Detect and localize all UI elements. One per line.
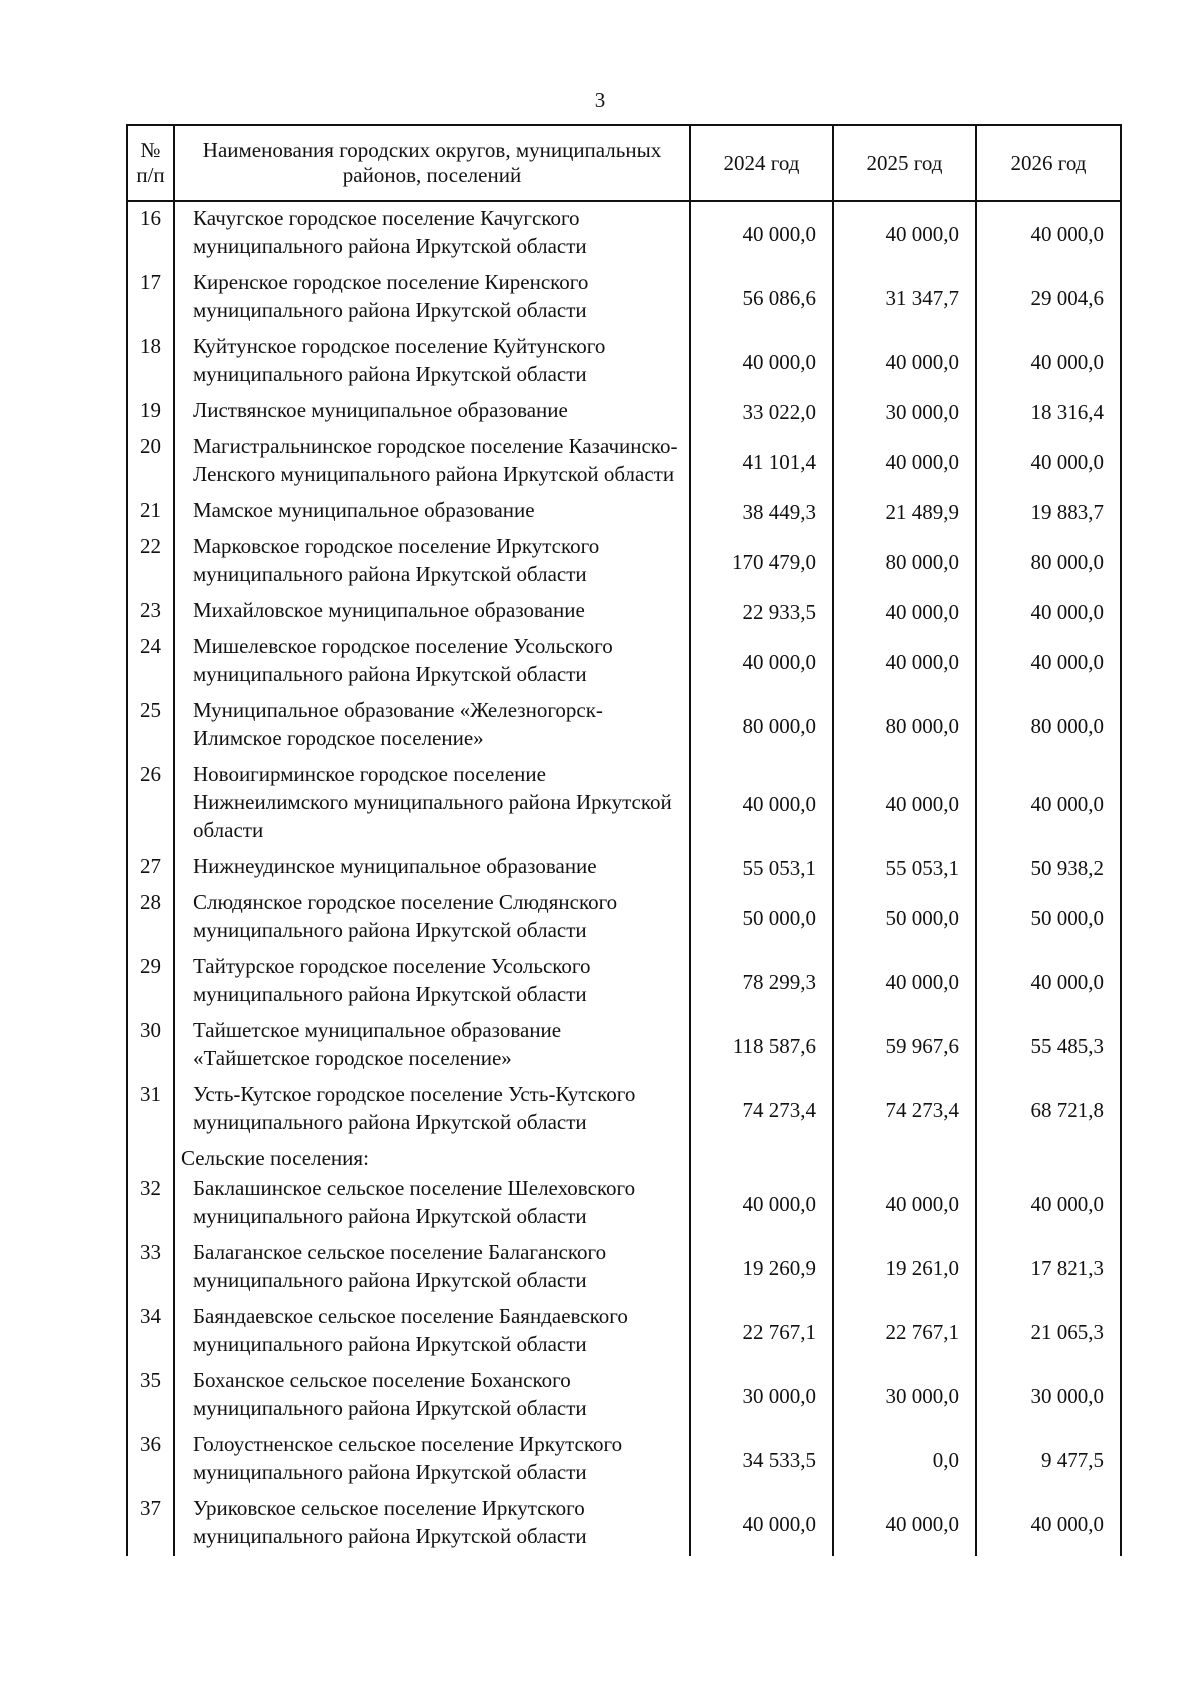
row-value-2025: 21 489,9 <box>833 494 976 530</box>
row-value-2025: 40 000,0 <box>833 330 976 394</box>
row-value-2025: 40 000,0 <box>833 430 976 494</box>
row-number: 35 <box>127 1364 174 1428</box>
row-value-2025: 40 000,0 <box>833 758 976 850</box>
row-value-2026: 80 000,0 <box>976 694 1121 758</box>
row-name: Баклашинское сельское поселение Шелеховского муниципального района Иркутской области <box>174 1172 690 1236</box>
row-value-2026: 29 004,6 <box>976 266 1121 330</box>
table-row <box>127 1300 1121 1364</box>
row-value-2025: 31 347,7 <box>833 266 976 330</box>
row-value-2024: 55 053,1 <box>690 850 833 886</box>
row-value-2024: 30 000,0 <box>690 1364 833 1428</box>
row-number: 31 <box>127 1078 174 1142</box>
row-value-2025: 19 261,0 <box>833 1236 976 1300</box>
row-number: 25 <box>127 694 174 758</box>
row-number: 17 <box>127 266 174 330</box>
row-value-2024: 34 533,5 <box>690 1428 833 1492</box>
row-number: 32 <box>127 1172 174 1236</box>
row-value-2024: 38 449,3 <box>690 494 833 530</box>
row-value-2025: 30 000,0 <box>833 394 976 430</box>
table-row <box>127 694 1121 758</box>
row-value-2024: 56 086,6 <box>690 266 833 330</box>
row-value-2024: 80 000,0 <box>690 694 833 758</box>
row-value-2025: 30 000,0 <box>833 1364 976 1428</box>
row-value-2025: 50 000,0 <box>833 886 976 950</box>
row-value-2024: 78 299,3 <box>690 950 833 1014</box>
table-row <box>127 950 1121 1014</box>
row-number: 20 <box>127 430 174 494</box>
row-value-2026: 21 065,3 <box>976 1300 1121 1364</box>
row-number: 37 <box>127 1492 174 1556</box>
header-name: Наименования городских округов, муниципальных районов, поселений <box>174 125 690 201</box>
row-value-2026: 40 000,0 <box>976 950 1121 1014</box>
table-row <box>127 1014 1121 1078</box>
row-value-2025: 40 000,0 <box>833 201 976 266</box>
row-value-2025: 74 273,4 <box>833 1078 976 1142</box>
row-value-2026: 19 883,7 <box>976 494 1121 530</box>
row-value-2025: 80 000,0 <box>833 694 976 758</box>
row-name: Киренское городское поселение Киренского муниципального района Иркутской области <box>174 266 690 330</box>
table-row <box>127 1492 1121 1556</box>
header-2025: 2025 год <box>833 125 976 201</box>
row-name: Качугское городское поселение Качугского муниципального района Иркутской области <box>174 201 690 266</box>
row-number: 24 <box>127 630 174 694</box>
row-name: Куйтунское городское поселение Куйтунского муниципального района Иркутской области <box>174 330 690 394</box>
row-number: 36 <box>127 1428 174 1492</box>
row-value-2026: 40 000,0 <box>976 201 1121 266</box>
row-value-2025: 40 000,0 <box>833 630 976 694</box>
table-row <box>127 330 1121 394</box>
row-value-2024: 41 101,4 <box>690 430 833 494</box>
page-number: 3 <box>594 88 606 112</box>
row-number: 18 <box>127 330 174 394</box>
row-value-2025: 40 000,0 <box>833 950 976 1014</box>
row-value-2024: 33 022,0 <box>690 394 833 430</box>
row-number: 22 <box>127 530 174 594</box>
table-row <box>127 850 1121 886</box>
row-value-2026: 40 000,0 <box>976 1172 1121 1236</box>
table-row <box>127 530 1121 594</box>
row-name: Баяндаевское сельское поселение Баяндаевского муниципального района Иркутской области <box>174 1300 690 1364</box>
row-value-2026: 40 000,0 <box>976 1492 1121 1556</box>
row-name: Голоустненское сельское поселение Иркутского муниципального района Иркутской области <box>174 1428 690 1492</box>
row-value-2025: 22 767,1 <box>833 1300 976 1364</box>
row-value-2026: 50 000,0 <box>976 886 1121 950</box>
row-name: Муниципальное образование «Железногорск-Илимское городское поселение» <box>174 694 690 758</box>
table-row <box>127 594 1121 630</box>
row-value-2024: 40 000,0 <box>690 758 833 850</box>
row-number: 19 <box>127 394 174 430</box>
row-name: Новоигирминское городское поселение Нижнеилимского муниципального района Иркутской области <box>174 758 690 850</box>
table-row <box>127 1172 1121 1236</box>
row-number: 29 <box>127 950 174 1014</box>
row-value-2025: 80 000,0 <box>833 530 976 594</box>
row-name: Слюдянское городское поселение Слюдянского муниципального района Иркутской области <box>174 886 690 950</box>
row-number: 16 <box>127 201 174 266</box>
row-name: Магистральнинское городское поселение Казачинско-Ленского муниципального района Иркутской области <box>174 430 690 494</box>
table-row <box>127 758 1121 850</box>
row-value-2025: 40 000,0 <box>833 1172 976 1236</box>
table-row <box>127 201 1121 266</box>
row-name: Тайтурское городское поселение Усольского муниципального района Иркутской области <box>174 950 690 1014</box>
table-row <box>127 886 1121 950</box>
row-value-2026: 40 000,0 <box>976 630 1121 694</box>
row-value-2024: 118 587,6 <box>690 1014 833 1078</box>
row-value-2025: 55 053,1 <box>833 850 976 886</box>
table-header-row <box>127 125 1121 201</box>
row-value-2025: 59 967,6 <box>833 1014 976 1078</box>
row-value-2024: 22 767,1 <box>690 1300 833 1364</box>
row-name: Тайшетское муниципальное образование «Тайшетское городское поселение» <box>174 1014 690 1078</box>
table-row <box>127 394 1121 430</box>
section-row <box>127 1142 1121 1172</box>
row-value-2024: 40 000,0 <box>690 1492 833 1556</box>
row-name: Боханское сельское поселение Боханского муниципального района Иркутской области <box>174 1364 690 1428</box>
header-2024: 2024 год <box>690 125 833 201</box>
row-name: Нижнеудинское муниципальное образование <box>174 850 690 886</box>
row-value-2024: 170 479,0 <box>690 530 833 594</box>
table-row <box>127 1364 1121 1428</box>
row-value-2026: 55 485,3 <box>976 1014 1121 1078</box>
header-num: № п/п <box>127 125 174 201</box>
table-row <box>127 1428 1121 1492</box>
row-value-2024: 40 000,0 <box>690 330 833 394</box>
row-value-2024: 74 273,4 <box>690 1078 833 1142</box>
row-number: 27 <box>127 850 174 886</box>
row-name: Уриковское сельское поселение Иркутского муниципального района Иркутской области <box>174 1492 690 1556</box>
row-value-2026: 40 000,0 <box>976 430 1121 494</box>
row-name: Мамское муниципальное образование <box>174 494 690 530</box>
table-row <box>127 430 1121 494</box>
row-name: Михайловское муниципальное образование <box>174 594 690 630</box>
row-value-2026: 40 000,0 <box>976 758 1121 850</box>
row-value-2026: 80 000,0 <box>976 530 1121 594</box>
row-value-2026: 68 721,8 <box>976 1078 1121 1142</box>
row-number: 34 <box>127 1300 174 1364</box>
row-number: 26 <box>127 758 174 850</box>
row-value-2026: 40 000,0 <box>976 594 1121 630</box>
row-name: Марковское городское поселение Иркутского муниципального района Иркутской области <box>174 530 690 594</box>
row-number: 23 <box>127 594 174 630</box>
budget-table <box>126 124 1122 1556</box>
header-2026: 2026 год <box>976 125 1121 201</box>
table-row <box>127 1078 1121 1142</box>
row-value-2026: 17 821,3 <box>976 1236 1121 1300</box>
row-value-2026: 9 477,5 <box>976 1428 1121 1492</box>
table-row <box>127 494 1121 530</box>
table-row <box>127 266 1121 330</box>
table-row <box>127 1236 1121 1300</box>
row-name: Усть-Кутское городское поселение Усть-Кутского муниципального района Иркутской области <box>174 1078 690 1142</box>
row-value-2026: 30 000,0 <box>976 1364 1121 1428</box>
row-value-2025: 40 000,0 <box>833 594 976 630</box>
table-row <box>127 630 1121 694</box>
row-value-2026: 18 316,4 <box>976 394 1121 430</box>
row-value-2024: 19 260,9 <box>690 1236 833 1300</box>
row-value-2026: 40 000,0 <box>976 330 1121 394</box>
row-value-2024: 22 933,5 <box>690 594 833 630</box>
row-number: 21 <box>127 494 174 530</box>
row-value-2024: 50 000,0 <box>690 886 833 950</box>
row-name: Мишелевское городское поселение Усольского муниципального района Иркутской области <box>174 630 690 694</box>
row-value-2025: 40 000,0 <box>833 1492 976 1556</box>
row-number: 30 <box>127 1014 174 1078</box>
row-name: Балаганское сельское поселение Балаганского муниципального района Иркутской области <box>174 1236 690 1300</box>
section-label: Сельские поселения: <box>174 1142 690 1172</box>
row-value-2024: 40 000,0 <box>690 201 833 266</box>
row-value-2026: 50 938,2 <box>976 850 1121 886</box>
row-value-2025: 0,0 <box>833 1428 976 1492</box>
row-number: 33 <box>127 1236 174 1300</box>
row-value-2024: 40 000,0 <box>690 630 833 694</box>
row-name: Листвянское муниципальное образование <box>174 394 690 430</box>
row-value-2024: 40 000,0 <box>690 1172 833 1236</box>
row-number: 28 <box>127 886 174 950</box>
